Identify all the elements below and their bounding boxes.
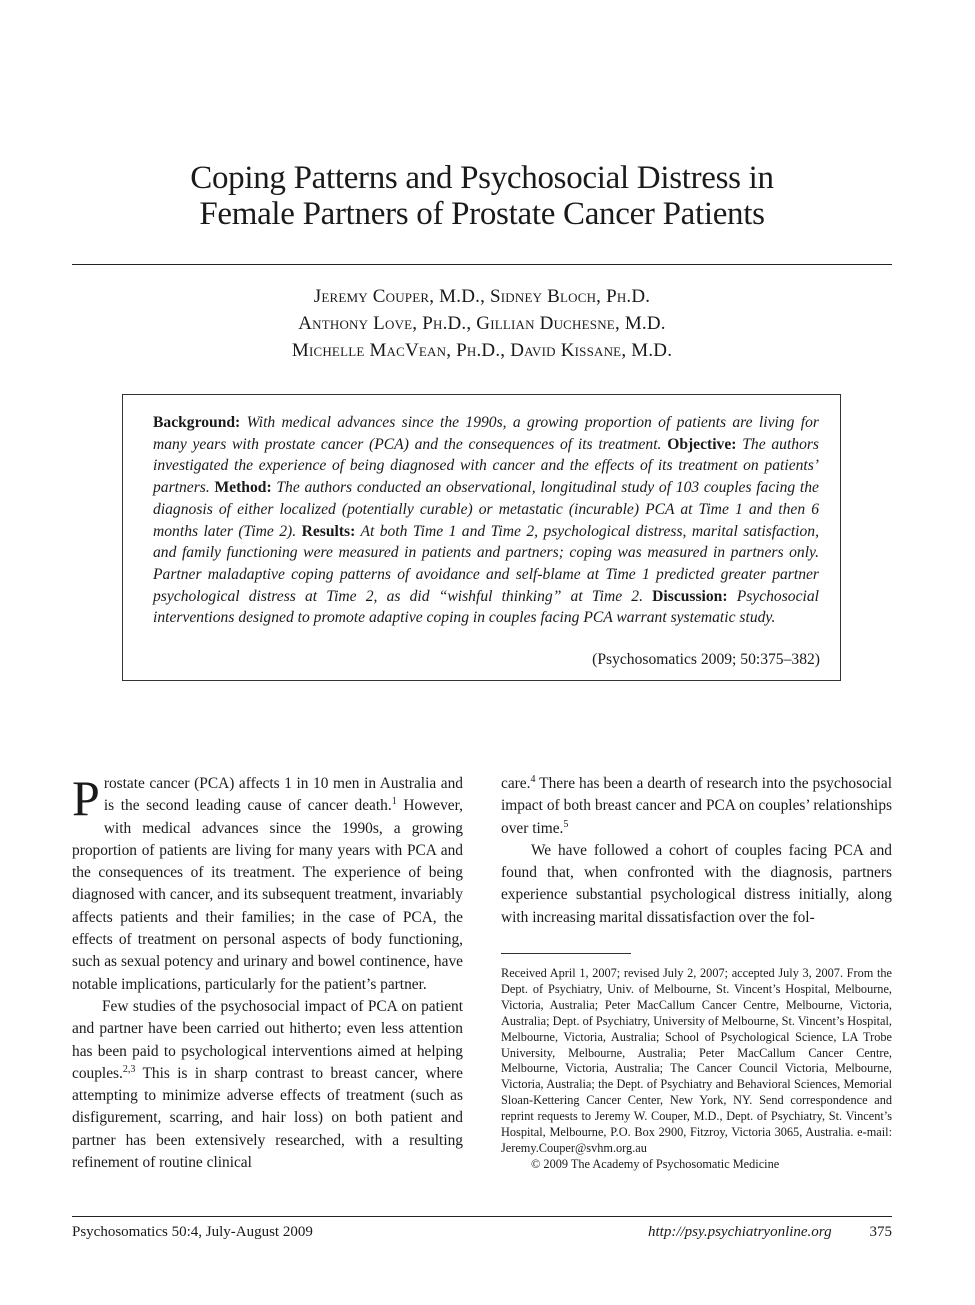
drop-cap: P <box>72 770 100 826</box>
body-column-left <box>72 770 463 1174</box>
background-text: With medical advances since the 1990s, a growing proportion of patients are living for many years with prostate cancer (PCA) and the consequences of its treatment. <box>153 414 819 453</box>
author-line-2: Anthony Love, Ph.D., Gillian Duchesne, M.D. <box>298 313 666 334</box>
footer-journal: Psychosomatics 50:4, July-August 2009 <box>72 1224 313 1240</box>
paragraph-2-text-a: Few studies of the psychosocial impact of PCA on patient and partner have been carried out hitherto; even less attention has been paid to psychological interventions aimed at helping couples. <box>72 997 463 1082</box>
discussion-label: Discussion: <box>652 587 728 605</box>
paragraph-1-continued: However, with medical advances since the 1990s, a growing proportion of patients are living for many years with PCA and the consequences of its treatment. The experience of being diagnosed with cancer, and its subsequent treatment, invariably affects patients and their families; in the case of PCA, the effects of treatment on personal aspects of body functioning, such as sexual potency and urinary and bowel continence, have notable implications, particularly for the patient’s partner. <box>72 797 463 993</box>
abstract-box <box>122 394 841 681</box>
article-title <box>72 160 892 232</box>
author-list <box>72 283 892 364</box>
body-paragraph-3: We have followed a cohort of couples facing PCA and found that, when confronted with the diagnosis, partners experience substantial psychological distress initially, along with increasing marital dissatisfaction over the fol- <box>501 841 892 926</box>
footer-rule <box>72 1216 892 1217</box>
copyright-line: © 2009 The Academy of Psychosomatic Medicine <box>531 1156 780 1171</box>
reference-2-3[interactable]: 2,3 <box>122 1063 136 1075</box>
background-label: Background: <box>153 414 241 431</box>
author-line-3: Michelle MacVean, Ph.D., David Kissane, M.D. <box>291 340 673 361</box>
body-paragraph-1 <box>72 770 463 996</box>
footnote <box>501 966 892 1173</box>
footnote-rule <box>501 953 631 954</box>
objective-text: The authors investigated the experience of being diagnosed with cancer and the effects of its treatment on patients’ partners. <box>153 435 820 497</box>
header-rule <box>72 264 892 265</box>
footer-url-link[interactable]: http://psy.psychiatryonline.org <box>648 1224 832 1240</box>
paragraph-1-text: rostate cancer (PCA) affects 1 in 10 men in Australia and is the second leading cause of cancer death. <box>103 775 463 815</box>
abstract-text <box>153 412 819 629</box>
title-line-1: Coping Patterns and Psychosocial Distress in <box>190 160 774 196</box>
body-paragraph-2-continued <box>501 773 892 840</box>
footnote-text: Received April 1, 2007; revised July 2, 2007; accepted July 3, 2007. From the Dept. of Psychiatry, Univ. of Melbourne, St. Vincent’s Hospital, Melbourne, Victoria, Australia; Peter MacCallum Cancer Centre, Melbourne, Victoria, Australia; Dept. of Psychiatry, University of Melbourne, St. Vincent’s Hospital, Melbourne, Victoria, Australia; School of Psychological Science, LA Trobe University, Melbourne, Australia; Peter MacCallum Cancer Centre, Melbourne, Victoria, Australia; The Cancer Council Victoria, Melbourne, Victoria, Australia; the Dept. of Psychiatry and Behavioral Sciences, Memorial Sloan-Kettering Cancer Center, New York, NY. Send correspondence and reprint requests to Jeremy W. Couper, M.D., Dept. of Psychiatry, St. Vincent’s Hospital, Melbourne, P.O. Box 2900, Fitzroy, Victoria 3065, Australia. e-mail: Jeremy.Couper@svhm.org.au <box>501 966 892 1155</box>
paragraph-2-text-c: There has been a dearth of research into the psychosocial impact of both breast cancer and PCA on couples’ relationships over time. <box>501 775 892 837</box>
body-column-right <box>501 773 892 929</box>
results-label: Results: <box>301 522 356 540</box>
abstract-citation: (Psychosomatics 2009; 50:375–382) <box>592 651 820 668</box>
page-number: 375 <box>869 1224 892 1240</box>
body-paragraph-2 <box>72 996 463 1174</box>
results-text: At both Time 1 and Time 2, psychological distress, marital satisfaction, and family functioning were measured in patients and partners; coping was measured in partners only. Partner maladaptive coping patterns of avoidance and self-blame at Time 1 predicted greater partner psychological distress at Time 2, as did “wishful thinking” at Time 2. <box>153 522 819 605</box>
reference-1[interactable]: 1 <box>391 796 397 808</box>
title-line-2: Female Partners of Prostate Cancer Patients <box>199 196 765 232</box>
paragraph-2-text-b: This is in sharp contrast to breast cancer, where attempting to minimize adverse effects of treatment (such as disfigurement, scarring, and hair loss) on both patient and partner has been extensively researched, with a resulting refinement of routine clinical <box>72 1064 463 1172</box>
paragraph-2-care-word: care. <box>501 775 531 792</box>
author-line-1: Jeremy Couper, M.D., Sidney Bloch, Ph.D. <box>313 286 651 307</box>
reference-5[interactable]: 5 <box>563 818 569 830</box>
objective-label: Objective: <box>667 435 737 453</box>
discussion-text: Psychosocial interventions designed to promote adaptive coping in couples facing PCA warrant systematic study. <box>153 587 819 627</box>
method-text: The authors conducted an observational, longitudinal study of 103 couples facing the diagnosis of either localized (potentially curable) or metastatic (incurable) PCA at Time 1 and then 6 months later (Time 2). <box>153 479 819 540</box>
method-label: Method: <box>214 479 272 497</box>
reference-4[interactable]: 4 <box>530 773 536 785</box>
